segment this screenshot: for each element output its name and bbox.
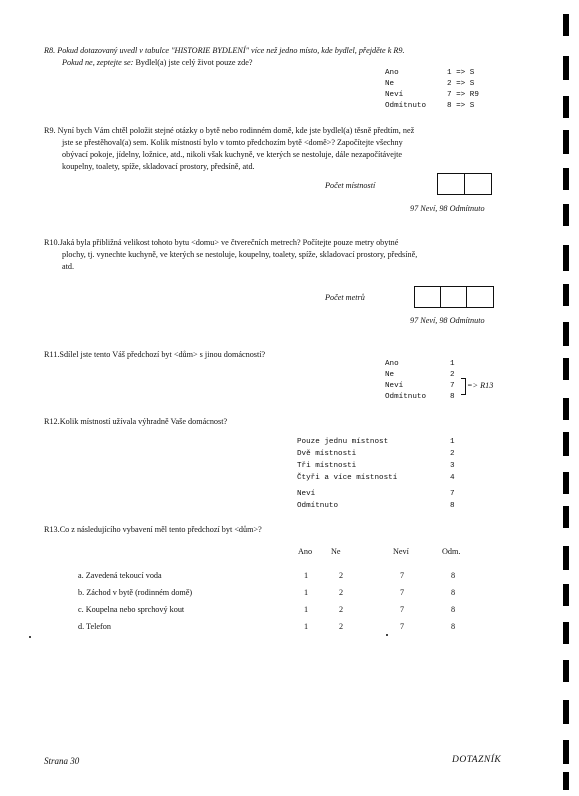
scan-mark — [563, 204, 569, 226]
r13-header-refused: Odm. — [442, 547, 461, 556]
r12-option-code: 7 — [450, 490, 455, 498]
r9-question-line: R9. Nyní bych Vám chtěl položit stejné otázky o bytě nebo rodinném domě, kde jste bydlel(a) těsně předtím, než — [44, 126, 415, 135]
r8-option-code: 2 => S — [447, 80, 475, 88]
r10-question-line: plochy, tj. vynechte kuchyně, ve kterých se nestoluje, koupelny, toalety, spíže, skladovací prostory, předsíně, — [62, 250, 418, 259]
r13-code-dont-know[interactable]: 7 — [399, 571, 405, 580]
scan-mark — [563, 398, 569, 420]
r13-code-no[interactable]: 2 — [338, 605, 344, 614]
r9-input-divider — [464, 174, 465, 194]
r10-question-line: R10.Jaká byla přibližná velikost tohoto bytu <domu> ve čtverečních metrech? Počítejte pouze metry obytné — [44, 238, 399, 247]
scan-mark — [563, 584, 569, 606]
r13-code-no[interactable]: 2 — [338, 571, 344, 580]
r8-option-label: Neví — [385, 91, 404, 99]
r13-code-no[interactable]: 2 — [338, 588, 344, 597]
r10-note: 97 Neví, 98 Odmítnuto — [410, 316, 485, 325]
r11-option-label: Ano — [385, 360, 399, 368]
r13-header-no: Ne — [331, 547, 341, 556]
r13-row-label: b. Záchod v bytě (rodinném domě) — [78, 588, 193, 597]
r12-option-label: Tři místnosti — [297, 462, 357, 470]
scan-mark — [563, 14, 569, 36]
r9-question-line: koupelny, toalety, spíže, skladovací prostory, předsíně, atd. — [62, 162, 255, 171]
scan-mark — [563, 772, 569, 790]
r12-option-code: 2 — [450, 450, 455, 458]
scan-mark — [563, 660, 569, 682]
r12-question: R12.Kolik místností užívala výhradně Vaše domácnost? — [44, 417, 228, 426]
scan-mark — [563, 432, 569, 456]
r8-instruction: Pokud ne, zeptejte se: — [62, 58, 134, 67]
r9-field-label: Počet místností — [325, 181, 376, 190]
scan-mark — [563, 472, 569, 494]
r13-code-refused[interactable]: 8 — [450, 571, 456, 580]
r11-option-label: Neví — [385, 382, 404, 390]
r12-option-code: 1 — [450, 438, 455, 446]
r10-question-line: atd. — [62, 262, 75, 271]
scan-mark — [563, 56, 569, 80]
r13-code-yes[interactable]: 1 — [303, 588, 309, 597]
scan-mark — [563, 358, 569, 380]
page-number: Strana 30 — [44, 756, 80, 766]
scan-mark — [563, 740, 569, 764]
scan-mark — [563, 546, 569, 570]
r13-code-yes[interactable]: 1 — [303, 605, 309, 614]
r8-option-label: Ano — [385, 69, 399, 77]
r9-question-line: jste se přestěhoval(a) sem. Kolik místností bylo v tomto předchozím bytě <domě>? Započítejte všechny — [62, 138, 403, 147]
r13-code-refused[interactable]: 8 — [450, 605, 456, 614]
r11-skip-bracket — [461, 378, 466, 395]
r8-option-code: 1 => S — [447, 69, 475, 77]
scan-mark — [563, 130, 569, 154]
r13-code-dont-know[interactable]: 7 — [399, 622, 405, 631]
scan-speck — [386, 634, 388, 636]
r10-input-divider — [466, 287, 467, 307]
r8-question-text: Bydlel(a) jste celý život pouze zde? — [135, 58, 253, 67]
r8-question: R8. Pokud dotazovaný uvedl v tabulce "HISTORIE BYDLENÍ" více než jedno místo, kde bydlel, přejděte k R9. — [44, 46, 405, 55]
r13-question: R13.Co z následujícího vybavení měl tento předchozí byt <dům>? — [44, 525, 262, 534]
r9-note: 97 Neví, 98 Odmítnuto — [410, 204, 485, 213]
r13-code-refused[interactable]: 8 — [450, 622, 456, 631]
scan-mark — [563, 284, 569, 306]
r12-option-code: 4 — [450, 474, 455, 482]
scan-mark — [563, 700, 569, 724]
r12-option-label: Pouze jednu místnost — [297, 438, 389, 446]
r11-option-code: 1 — [450, 360, 455, 368]
r8-question-line2 — [62, 58, 253, 67]
r12-option-label: Čtyři a více místností — [297, 474, 398, 482]
r9-room-count-input[interactable] — [437, 173, 492, 195]
r12-option-label: Odmítnuto — [297, 502, 339, 510]
r13-code-yes[interactable]: 1 — [303, 622, 309, 631]
r13-code-yes[interactable]: 1 — [303, 571, 309, 580]
scan-mark — [563, 96, 569, 118]
r8-option-label: Ne — [385, 80, 395, 88]
r13-code-no[interactable]: 2 — [338, 622, 344, 631]
r13-header-dont-know: Neví — [393, 547, 409, 556]
scan-speck — [29, 636, 31, 638]
r13-row-label: a. Zavedená tekoucí voda — [78, 571, 162, 580]
r10-input-divider — [440, 287, 441, 307]
scan-mark — [563, 245, 569, 271]
r11-question: R11.Sdílel jste tento Váš předchozí byt <dům> s jinou domácností? — [44, 350, 266, 359]
scan-mark — [563, 322, 569, 346]
r11-option-code: 8 — [450, 393, 455, 401]
r13-code-dont-know[interactable]: 7 — [399, 588, 405, 597]
r11-skip-instruction: => R13 — [467, 381, 494, 390]
scan-mark — [563, 622, 569, 644]
r8-option-label: Odmítnuto — [385, 102, 427, 110]
scan-mark — [563, 168, 569, 190]
r10-field-label: Počet metrů — [325, 293, 365, 302]
r12-option-code: 8 — [450, 502, 455, 510]
r8-option-code: 8 => S — [447, 102, 475, 110]
r12-option-code: 3 — [450, 462, 455, 470]
r9-question-line: obývací pokoje, jídelny, ložnice, atd., nikoli však kuchyně, ve kterých se nestoluje, dále nezapočítávejte — [62, 150, 403, 159]
r11-option-code: 2 — [450, 371, 455, 379]
r11-option-label: Odmítnuto — [385, 393, 427, 401]
r11-option-code: 7 — [450, 382, 455, 390]
r8-option-code: 7 => R9 — [447, 91, 479, 99]
r11-option-label: Ne — [385, 371, 395, 379]
r13-code-refused[interactable]: 8 — [450, 588, 456, 597]
r13-header-yes: Ano — [298, 547, 313, 556]
r13-code-dont-know[interactable]: 7 — [399, 605, 405, 614]
r13-row-label: d. Telefon — [78, 622, 111, 631]
document-title: DOTAZNÍK — [452, 755, 502, 765]
scan-mark — [563, 506, 569, 528]
r12-option-label: Neví — [297, 490, 316, 498]
r10-area-input[interactable] — [414, 286, 494, 308]
r12-option-label: Dvě místnosti — [297, 450, 357, 458]
r13-row-label: c. Koupelna nebo sprchový kout — [78, 605, 185, 614]
